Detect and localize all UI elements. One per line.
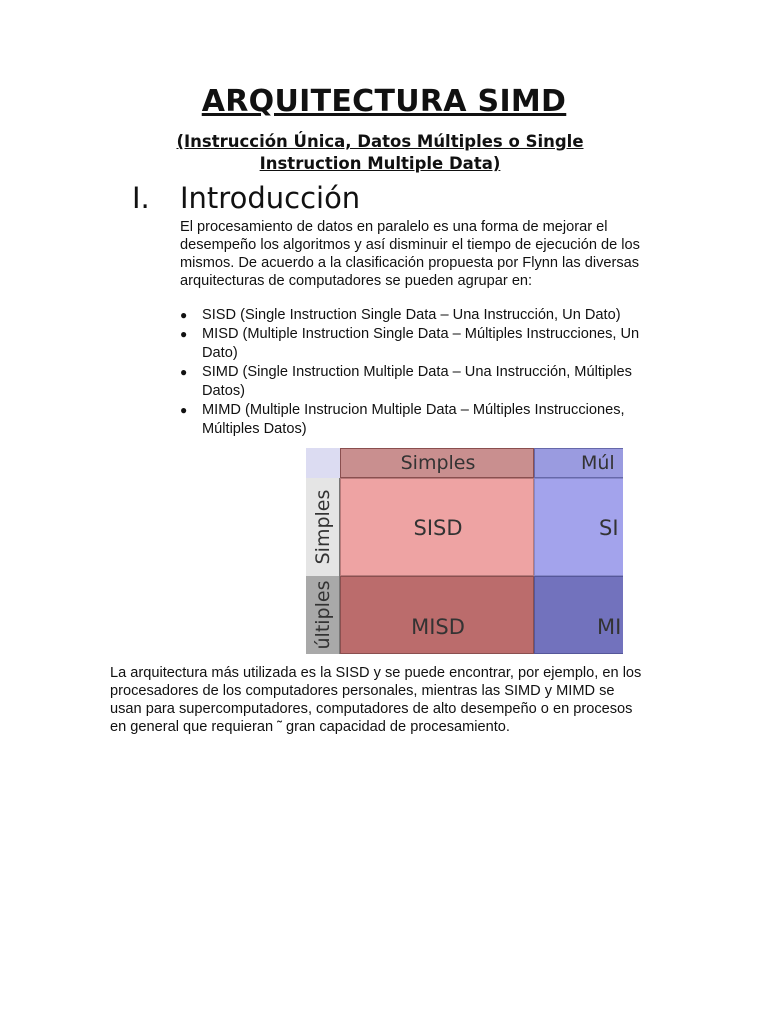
figure-corner — [306, 448, 340, 478]
bullet-icon: ● — [180, 403, 188, 417]
section-number: I. — [132, 181, 150, 215]
intro-paragraph: El procesamiento de datos en paralelo es una forma de mejorar el desempeño los algoritmos y así disminuir el tiempo de ejecución de los mismos. De acuerdo a la clasificación propuesta por Flynn las diversas arquitecturas de computadores se pueden agrupar en: — [180, 219, 640, 289]
document-subtitle: (Instrucción Única, Datos Múltiples o Single Instruction Multiple Data) — [176, 132, 584, 173]
cell-label: SISD — [413, 516, 463, 540]
row-header-multiples — [306, 576, 340, 654]
cell-label: MISD — [411, 615, 465, 639]
flynn-taxonomy-figure — [306, 448, 623, 654]
bullet-icon: ● — [180, 308, 188, 322]
closing-paragraph: La arquitectura más utilizada es la SISD y se puede encontrar, por ejemplo, en los procesadores de los computadores personales, mientras las SIMD y MIMD se usan para supercomputadores, computadores de alto desempeño o en procesos en general que requieran ˜ gran capacidad de procesamiento. — [110, 665, 642, 735]
section-title: Introducción — [180, 181, 361, 215]
list-item: ● SIMD (Single Instruction Multiple Data – Una Instrucción, Múltiples Datos) — [180, 364, 632, 399]
row-header-label: Simples — [312, 489, 334, 565]
cell-sisd — [340, 478, 534, 576]
row-header-simples — [306, 478, 340, 576]
cell-simd — [534, 478, 623, 576]
cell-misd — [340, 576, 534, 654]
column-header-multiples — [534, 448, 623, 478]
cell-mimd — [534, 576, 623, 654]
row-header-label: últiples — [312, 580, 334, 650]
section-heading — [132, 181, 360, 215]
architecture-list — [180, 306, 660, 439]
bullet-icon: ● — [180, 327, 188, 341]
list-item: ● MIMD (Multiple Instrucion Multiple Data – Múltiples Instrucciones, Múltiples Datos) — [180, 402, 625, 437]
column-header-label: Simples — [400, 452, 476, 474]
list-item: ● MISD (Multiple Instruction Single Data – Múltiples Instrucciones, Un Dato) — [180, 326, 640, 361]
column-header-label: Múl — [581, 452, 615, 474]
cell-label: MI — [597, 615, 622, 639]
list-item: ● SISD (Single Instruction Single Data – Una Instrucción, Un Dato) — [180, 307, 621, 323]
column-header-simples — [340, 448, 534, 478]
cell-label: SI — [599, 516, 619, 540]
document-title: ARQUITECTURA SIMD — [201, 84, 567, 119]
bullet-icon: ● — [180, 365, 188, 379]
